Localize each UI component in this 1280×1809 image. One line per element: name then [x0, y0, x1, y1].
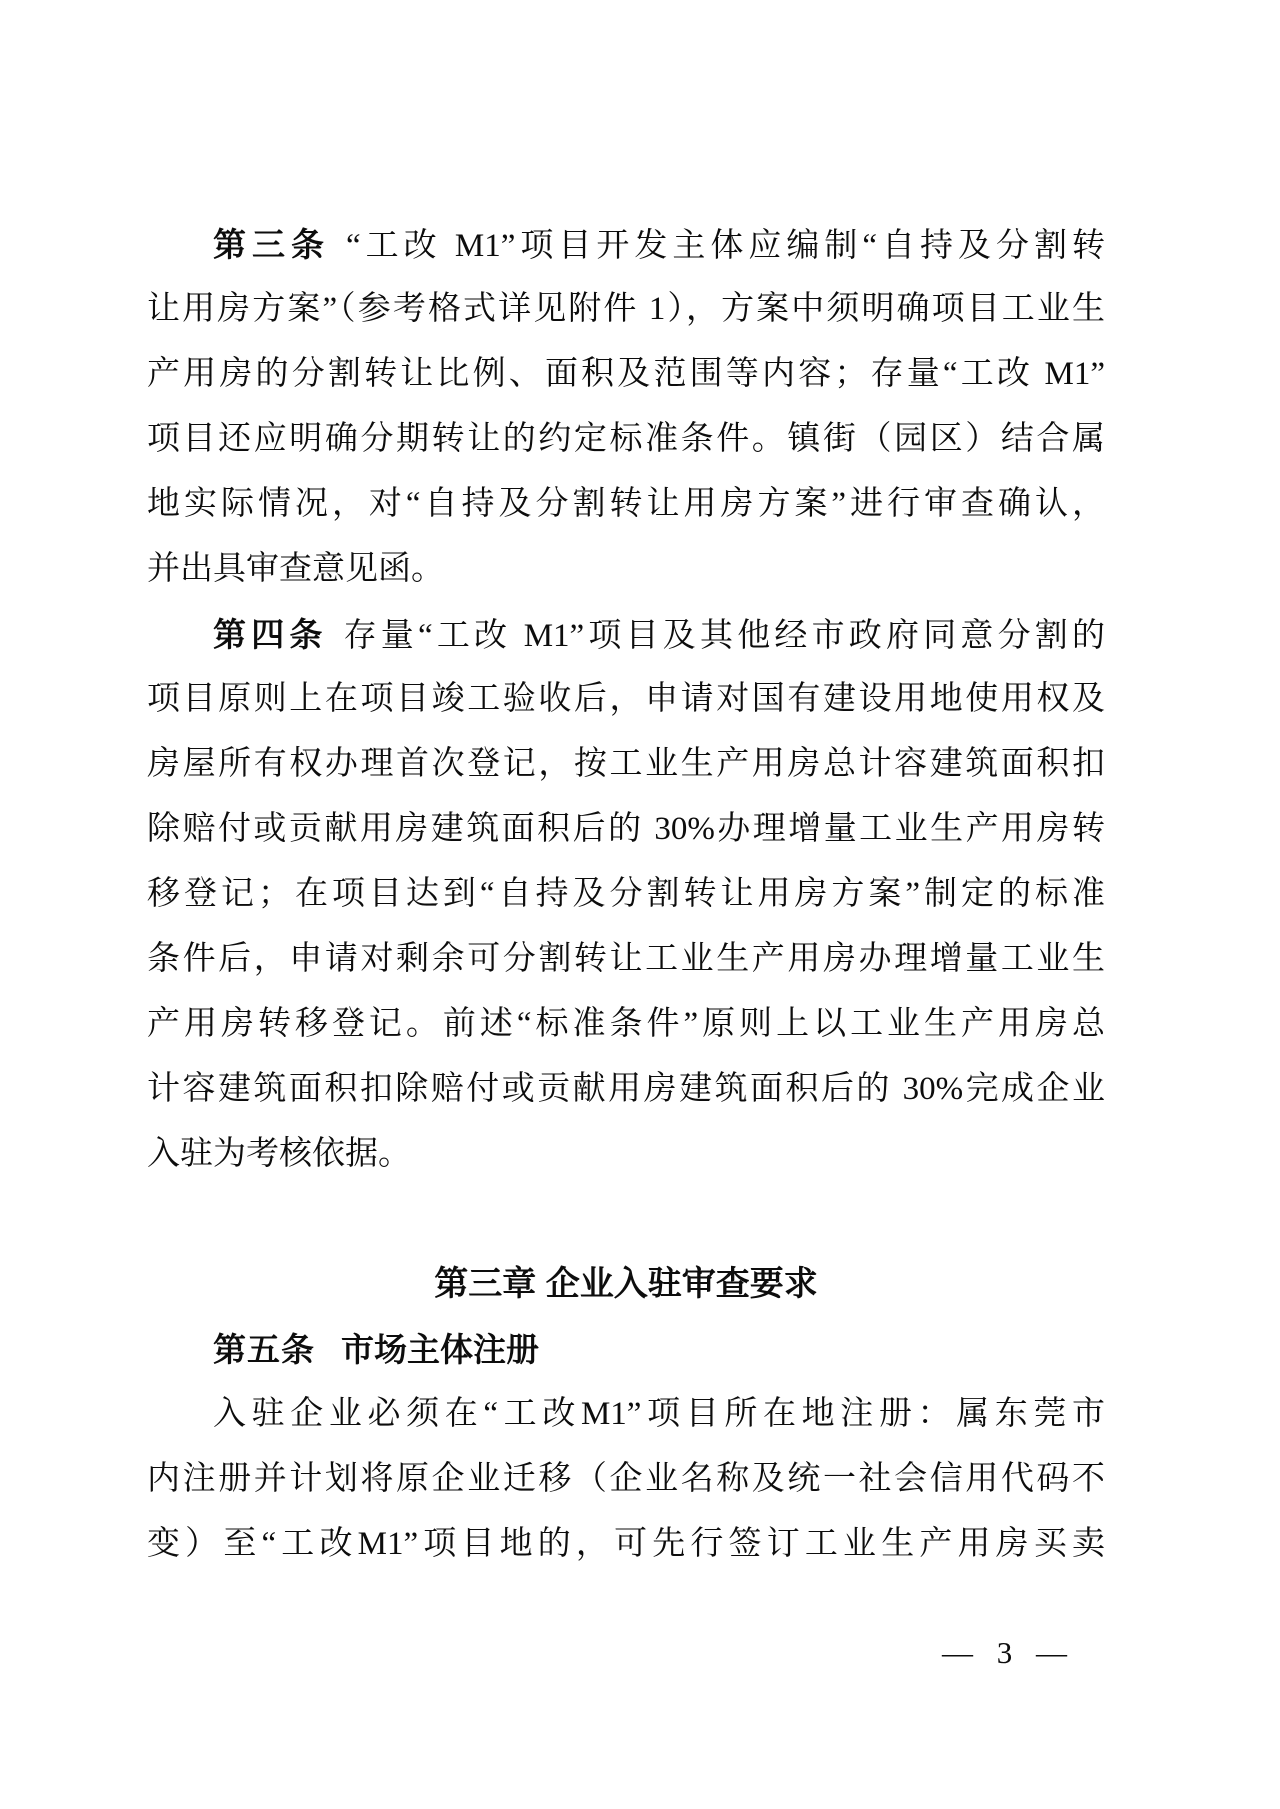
article5-number: 第五条	[213, 1331, 315, 1368]
article5-title: 市场主体注册	[341, 1331, 539, 1368]
article4-number: 第四条	[213, 616, 328, 653]
chapter3-heading: 第三章 企业入驻审查要求	[434, 1265, 818, 1303]
article4-line-5: 移登记；在项目达到“自持及分割转让用房方案”制定的标准	[147, 876, 1105, 912]
article3-line-1	[147, 212, 1105, 277]
article3-line-2: 让用房方案”（参考格式详见附件 1），方案中须明确项目工业生	[147, 291, 1105, 327]
article3-line-4: 项目还应明确分期转让的约定标准条件。镇街（园区）结合属	[147, 421, 1105, 457]
article5-line-2: 内注册并计划将原企业迁移（企业名称及统一社会信用代码不	[147, 1461, 1105, 1497]
article3-line-6: 并出具审查意见函。	[147, 551, 444, 587]
article4-line-8: 计容建筑面积扣除赔付或贡献用房建筑面积后的 30%完成企业	[147, 1071, 1105, 1107]
article4-line-4: 除赔付或贡献用房建筑面积后的 30%办理增量工业生产用房转	[147, 811, 1105, 847]
article3-line-5: 地实际情况，对“自持及分割转让用房方案”进行审查确认，	[147, 486, 1105, 522]
article4-line-7: 产用房转移登记。前述“标准条件”原则上以工业生产用房总	[147, 1006, 1105, 1042]
article4-line-1-text: 存量“工改 M1”项目及其他经市政府同意分割的	[343, 618, 1105, 654]
article4-line-3: 房屋所有权办理首次登记，按工业生产用房总计容建筑面积扣	[147, 746, 1105, 782]
article4-line-2: 项目原则上在项目竣工验收后，申请对国有建设用地使用权及	[147, 681, 1105, 717]
article5-line-1: 入驻企业必须在“工改M1”项目所在地注册：属东莞市	[213, 1396, 1105, 1432]
page-number: — 3 —	[942, 1635, 1075, 1670]
article3-line-3: 产用房的分割转让比例、面积及范围等内容；存量“工改 M1”	[147, 356, 1105, 392]
article4-line-6: 条件后，申请对剩余可分割转让工业生产用房办理增量工业生	[147, 941, 1105, 977]
article3-line-1-text: “工改 M1”项目开发主体应编制“自持及分割转	[346, 228, 1105, 264]
article4-line-1	[147, 602, 1105, 667]
text-block	[147, 212, 1105, 1577]
article5-heading	[147, 1317, 1105, 1382]
article5-line-3: 变）至“工改M1”项目地的，可先行签订工业生产用房买卖	[147, 1526, 1105, 1562]
article4-line-9: 入驻为考核依据。	[147, 1136, 411, 1172]
article3-number: 第三条	[213, 226, 330, 263]
